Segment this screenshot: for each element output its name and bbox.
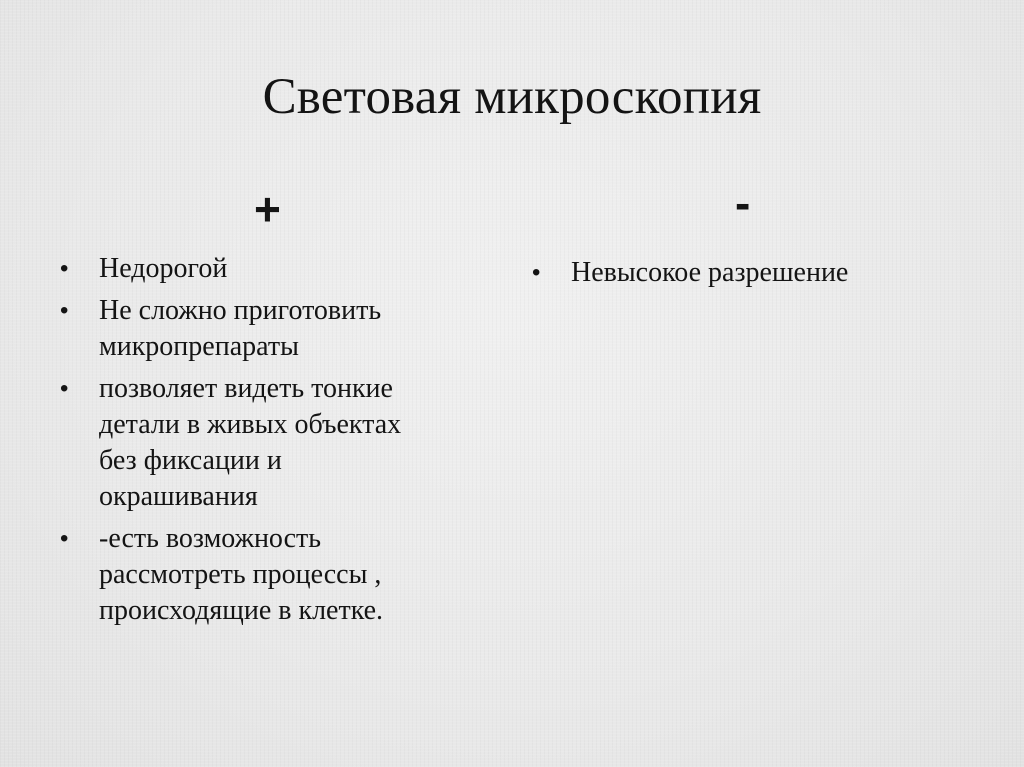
bullet-icon: •	[60, 297, 69, 324]
advantage-item	[60, 251, 480, 287]
advantage-text: Недорогой	[99, 253, 228, 284]
disadvantage-item	[532, 255, 952, 291]
advantages-heading: +	[254, 183, 281, 235]
advantage-text: позволяет видеть тонкие детали в живых объектах без фиксации и окрашивания	[99, 373, 402, 512]
bullet-icon: •	[60, 375, 69, 402]
advantages-list	[60, 251, 480, 635]
advantage-item	[60, 521, 480, 629]
advantage-text: Не сложно приготовить микропрепараты	[99, 295, 382, 362]
bullet-icon: •	[60, 525, 69, 552]
bullet-icon: •	[532, 259, 541, 286]
slide-title: Световая микроскопия	[262, 69, 762, 125]
disadvantage-text: Невысокое разрешение	[571, 257, 849, 288]
disadvantages-list	[532, 255, 952, 297]
advantage-item	[60, 293, 480, 365]
advantage-text: -есть возможность рассмотреть процессы , происходящие в клетке.	[99, 523, 384, 626]
disadvantages-heading: -	[735, 177, 751, 229]
bullet-icon: •	[60, 255, 69, 282]
advantage-item	[60, 371, 480, 515]
